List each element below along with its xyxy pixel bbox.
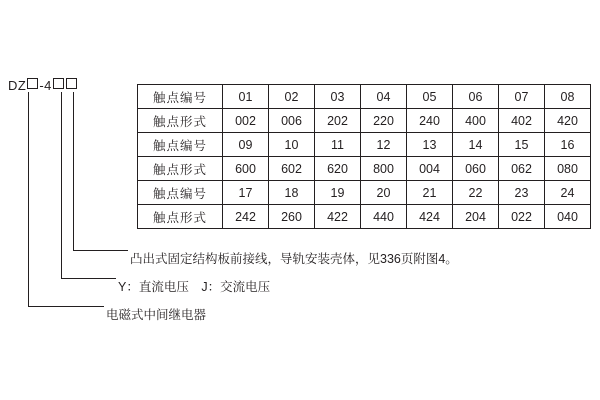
leader-line-2-horizontal — [61, 278, 116, 279]
table-cell: 600 — [223, 157, 269, 181]
legend-voltage-description: Y：直流电压 J：交流电压 — [118, 280, 271, 294]
table-cell: 602 — [269, 157, 315, 181]
table-cell: 22 — [453, 181, 499, 205]
table-cell: 422 — [315, 205, 361, 229]
table-cell: 20 — [361, 181, 407, 205]
legend-relay-description: 电磁式中间继电器 — [106, 308, 207, 322]
table-cell: 10 — [269, 133, 315, 157]
table-cell: 05 — [407, 85, 453, 109]
row-header: 触点编号 — [138, 85, 223, 109]
contacts-table-body — [138, 85, 591, 229]
placeholder-box-1 — [27, 78, 38, 89]
table-cell: 204 — [453, 205, 499, 229]
model-middle: -4 — [39, 78, 52, 93]
placeholder-box-2 — [53, 78, 64, 89]
table-cell: 04 — [361, 85, 407, 109]
table-cell: 03 — [315, 85, 361, 109]
table-cell: 21 — [407, 181, 453, 205]
row-header: 触点形式 — [138, 205, 223, 229]
table-cell: 12 — [361, 133, 407, 157]
table-cell: 402 — [499, 109, 545, 133]
table-cell: 17 — [223, 181, 269, 205]
table-cell: 11 — [315, 133, 361, 157]
table-cell: 08 — [545, 85, 591, 109]
leader-line-1-horizontal — [73, 250, 128, 251]
table-row — [138, 85, 591, 109]
contacts-table-wrapper — [137, 84, 591, 229]
row-header: 触点形式 — [138, 157, 223, 181]
table-cell: 060 — [453, 157, 499, 181]
table-cell: 19 — [315, 181, 361, 205]
table-cell: 220 — [361, 109, 407, 133]
table-cell: 18 — [269, 181, 315, 205]
table-cell: 09 — [223, 133, 269, 157]
leader-line-1-vertical — [73, 92, 74, 250]
row-header: 触点编号 — [138, 133, 223, 157]
contacts-table — [137, 84, 591, 229]
table-cell: 620 — [315, 157, 361, 181]
leader-line-2-vertical — [61, 92, 62, 278]
table-cell: 440 — [361, 205, 407, 229]
table-cell: 06 — [453, 85, 499, 109]
model-prefix: DZ — [8, 78, 27, 93]
table-cell: 16 — [545, 133, 591, 157]
placeholder-box-3 — [66, 78, 77, 89]
table-row — [138, 205, 591, 229]
leader-line-3-vertical — [28, 92, 29, 306]
table-cell: 14 — [453, 133, 499, 157]
table-cell: 15 — [499, 133, 545, 157]
table-cell: 400 — [453, 109, 499, 133]
table-row — [138, 181, 591, 205]
table-cell: 080 — [545, 157, 591, 181]
table-cell: 242 — [223, 205, 269, 229]
table-row — [138, 109, 591, 133]
table-cell: 040 — [545, 205, 591, 229]
table-cell: 01 — [223, 85, 269, 109]
table-cell: 002 — [223, 109, 269, 133]
table-cell: 23 — [499, 181, 545, 205]
table-cell: 420 — [545, 109, 591, 133]
leader-line-3-horizontal — [28, 306, 104, 307]
table-cell: 800 — [361, 157, 407, 181]
table-cell: 07 — [499, 85, 545, 109]
table-row — [138, 157, 591, 181]
row-header: 触点编号 — [138, 181, 223, 205]
table-cell: 006 — [269, 109, 315, 133]
table-cell: 004 — [407, 157, 453, 181]
table-row — [138, 133, 591, 157]
table-cell: 022 — [499, 205, 545, 229]
table-cell: 13 — [407, 133, 453, 157]
table-cell: 260 — [269, 205, 315, 229]
table-cell: 424 — [407, 205, 453, 229]
table-cell: 202 — [315, 109, 361, 133]
table-cell: 062 — [499, 157, 545, 181]
table-cell: 02 — [269, 85, 315, 109]
legend-structure-description: 凸出式固定结构板前接线，导轨安装壳体，见336页附图4。 — [130, 252, 458, 266]
table-cell: 240 — [407, 109, 453, 133]
table-cell: 24 — [545, 181, 591, 205]
model-code-label — [8, 78, 78, 93]
row-header: 触点形式 — [138, 109, 223, 133]
